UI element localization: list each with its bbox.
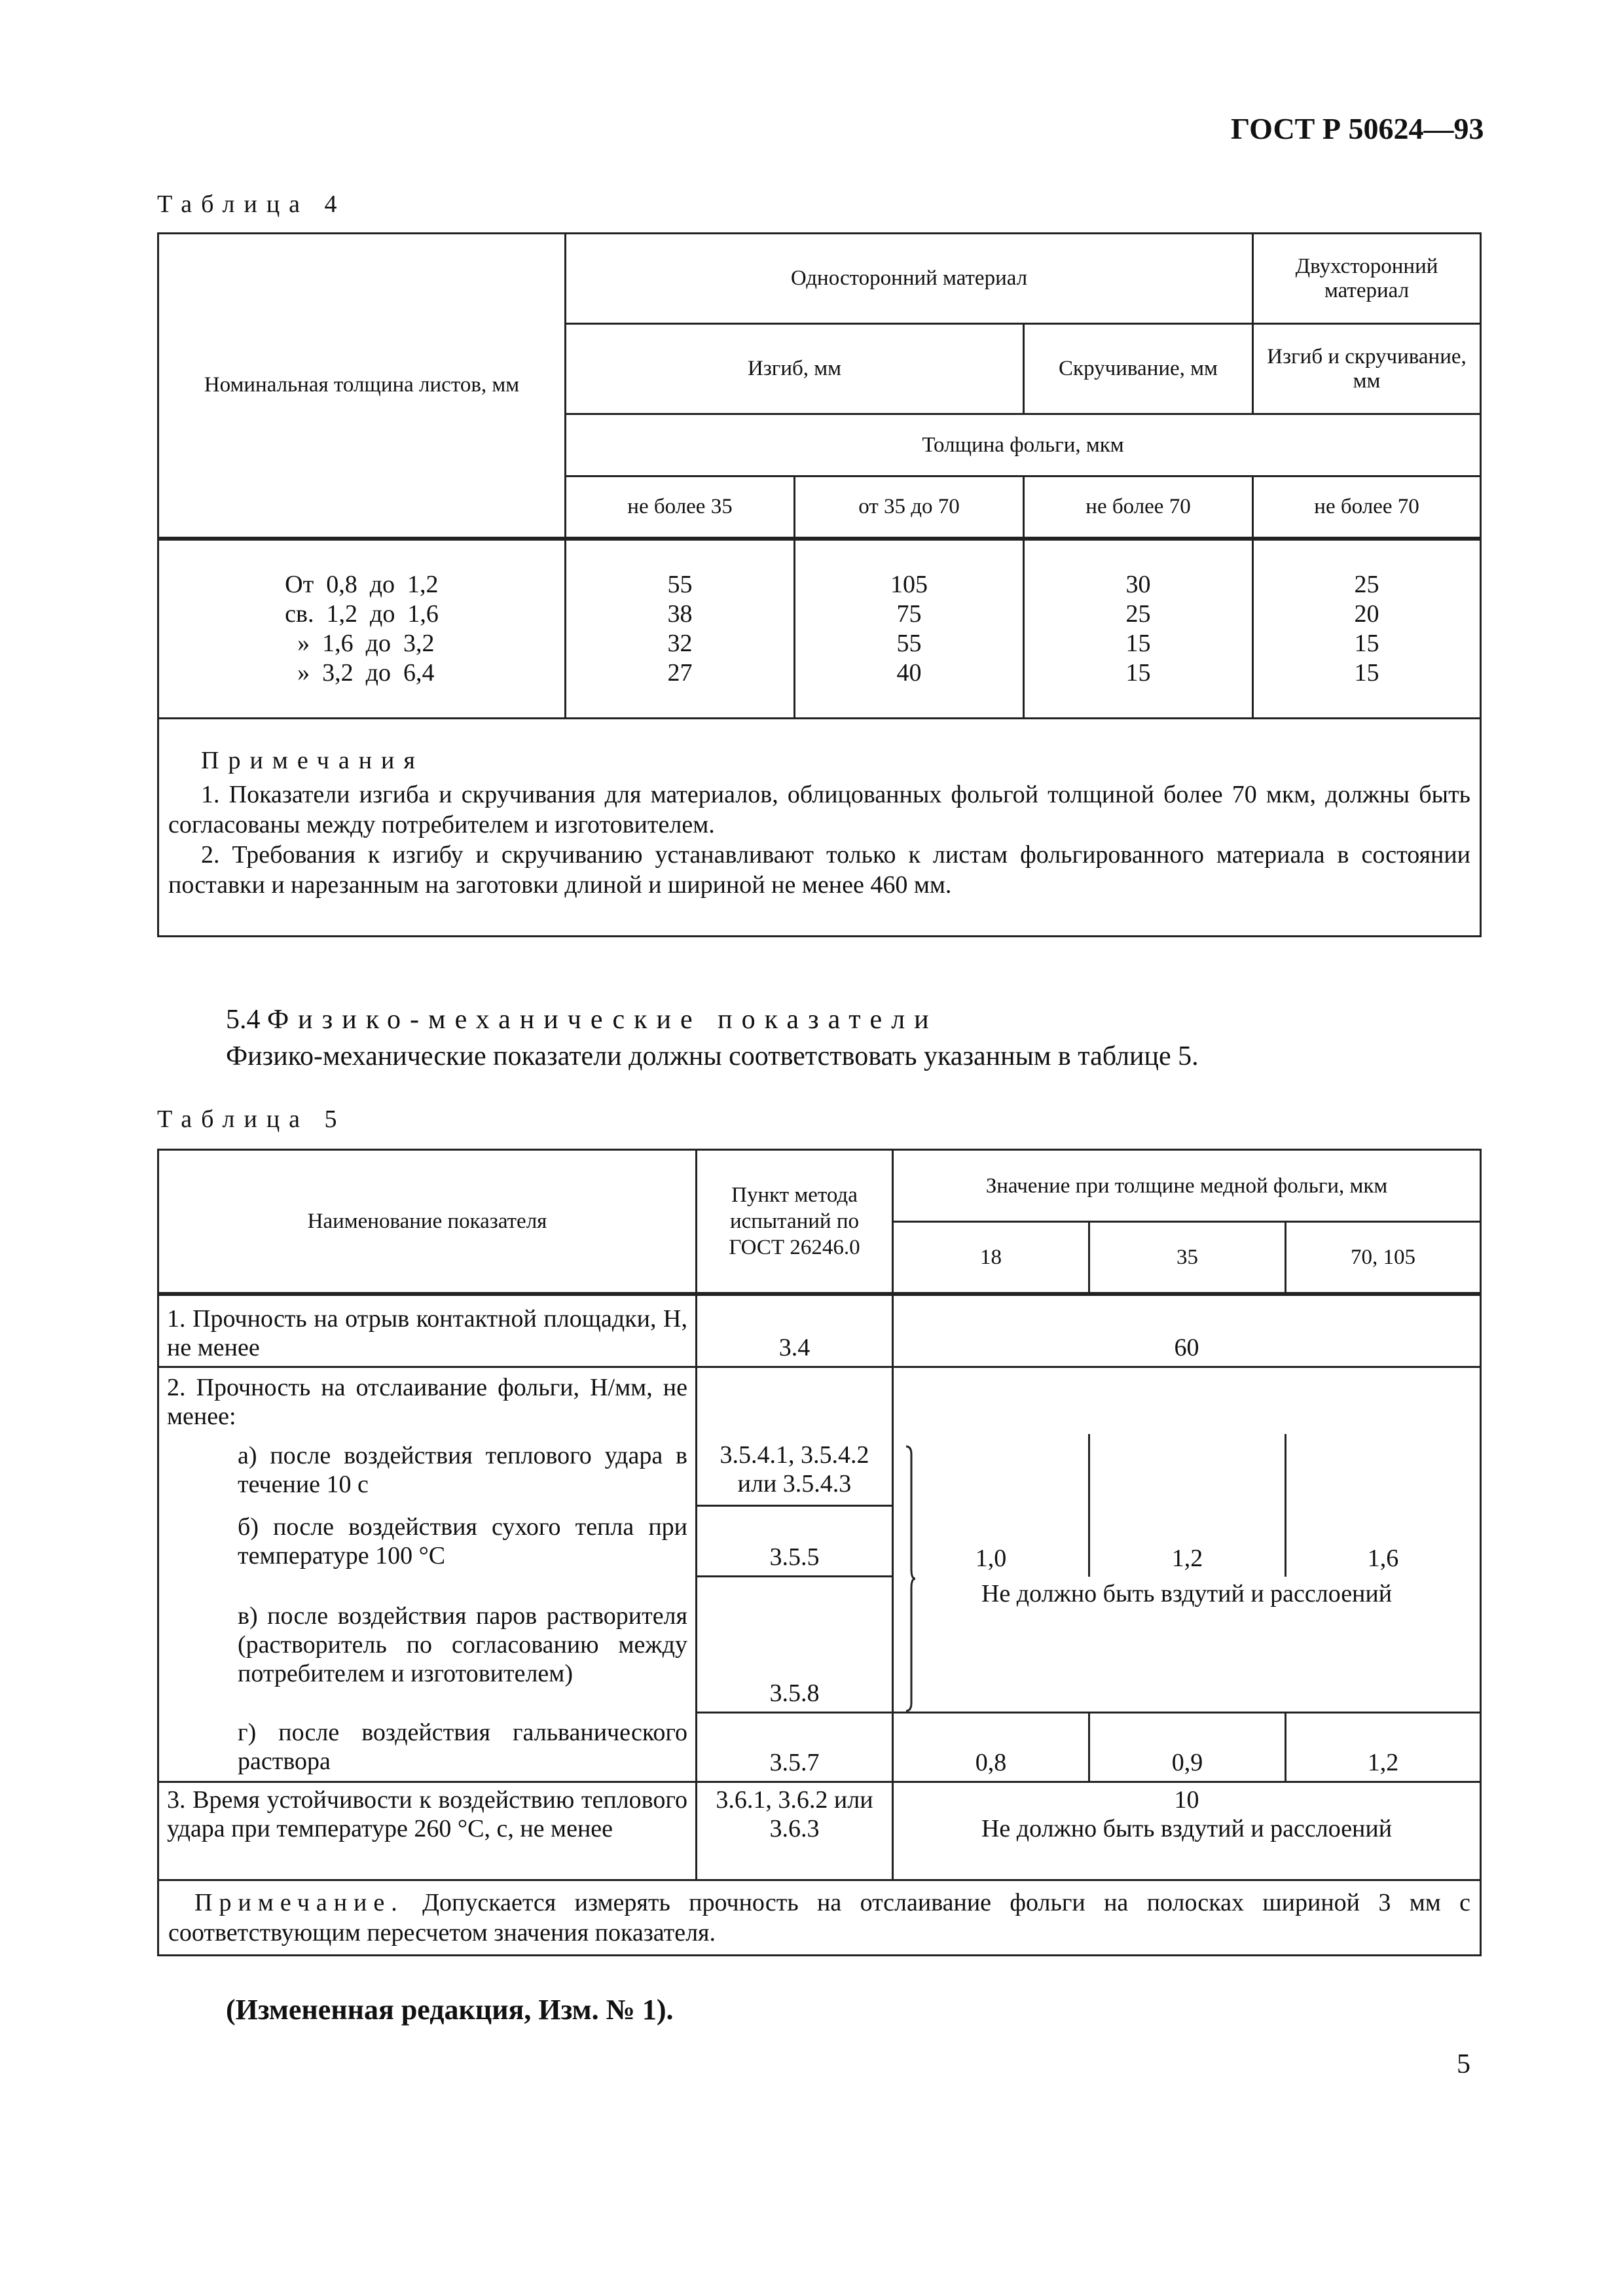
col-twist: Скручивание, мм bbox=[1024, 324, 1253, 414]
r2a-name: а) после воздействия теплового удара в течение 10 с bbox=[158, 1434, 697, 1506]
col-thickness: 70, 105 bbox=[1286, 1222, 1481, 1294]
r2a-empty bbox=[1286, 1434, 1481, 1506]
r3-method: 3.6.1, 3.6.2 или 3.6.3 bbox=[697, 1782, 893, 1880]
brace-mark bbox=[905, 1445, 917, 1712]
col-bend-twist: Изгиб и скручивание, мм bbox=[1253, 324, 1481, 414]
r2v-value: Не должно быть вздутий и расслоений bbox=[893, 1577, 1481, 1713]
page-number: 5 bbox=[1457, 2049, 1470, 2079]
note-1: 1. Показатели изгиба и скручивания для материалов, облицованных фольгой толщиной более 70 мкм, должны быть согласованы между потребителем и изготовителем. bbox=[168, 780, 1471, 838]
row-label: » 1,6 до 3,2 bbox=[285, 629, 435, 657]
row-label: св. 1,2 до 1,6 bbox=[285, 600, 439, 628]
r2b-value: 1,6 bbox=[1286, 1506, 1481, 1577]
notes-title: Примечания bbox=[201, 746, 424, 774]
r2a-empty bbox=[1089, 1434, 1286, 1506]
col-value: Значение при толщине медной фольги, мкм bbox=[893, 1150, 1481, 1222]
r2a-method: 3.5.4.1, 3.5.4.2 или 3.5.4.3 bbox=[697, 1434, 893, 1506]
col-method: Пункт метода испытаний по ГОСТ 26246.0 bbox=[697, 1150, 893, 1294]
r2b-value: 1,0 bbox=[893, 1506, 1089, 1577]
r1-name: 1. Прочность на отрыв контактной площадки, Н, не менее bbox=[158, 1294, 697, 1367]
r2g-value: 0,8 bbox=[893, 1713, 1089, 1782]
cell: 55 bbox=[667, 570, 693, 598]
cell: 40 bbox=[896, 658, 922, 687]
note-label: Примечание. bbox=[194, 1889, 404, 1916]
col-foil-thickness: Толщина фольги, мкм bbox=[566, 414, 1481, 476]
r1-method: 3.4 bbox=[697, 1294, 893, 1367]
table-5 bbox=[157, 1149, 1482, 1956]
section-number: 5.4 bbox=[226, 1005, 261, 1035]
table4-notes bbox=[158, 718, 1481, 936]
section-text: Физико-механические показатели должны соответствовать указанным в таблице 5. bbox=[226, 1041, 1199, 1071]
cell: 15 bbox=[1354, 658, 1379, 687]
row-label: От 0,8 до 1,2 bbox=[285, 570, 439, 598]
r2v-method: 3.5.8 bbox=[697, 1577, 893, 1713]
r2v-name: в) после воздействия паров растворителя (растворитель по согласованию между потребителем и изготовителем) bbox=[158, 1577, 697, 1713]
row-label: » 3,2 до 6,4 bbox=[285, 658, 435, 687]
col-thickness: 18 bbox=[893, 1222, 1089, 1294]
subcol: не более 35 bbox=[566, 476, 795, 539]
r2g-value: 1,2 bbox=[1286, 1713, 1481, 1782]
r2b-value: 1,2 bbox=[1089, 1506, 1286, 1577]
section-title: Физико-механические показатели bbox=[267, 1005, 938, 1035]
r1-value: 60 bbox=[893, 1294, 1481, 1367]
cell: 27 bbox=[667, 658, 693, 687]
r2b-method: 3.5.5 bbox=[697, 1506, 893, 1577]
r2g-method: 3.5.7 bbox=[697, 1713, 893, 1782]
revision-note: (Измененная редакция, Изм. № 1). bbox=[226, 1994, 674, 2026]
cell: 55 bbox=[896, 629, 922, 657]
note-text: Допускается измерять прочность на отслаивание фольги на полосках шириной 3 мм с соответствующим пересчетом значения показателя. bbox=[168, 1889, 1471, 1946]
cell: 75 bbox=[896, 600, 922, 628]
col-bend: Изгиб, мм bbox=[566, 324, 1024, 414]
table-4 bbox=[157, 232, 1482, 937]
col-two-sided: Двухсторонний материал bbox=[1253, 234, 1481, 324]
r2b-name: б) после воздействия сухого тепла при температуре 100 °С bbox=[158, 1506, 697, 1577]
col-name: Наименование показателя bbox=[158, 1150, 697, 1294]
r2g-value: 0,9 bbox=[1089, 1713, 1286, 1782]
subcol: от 35 до 70 bbox=[795, 476, 1024, 539]
cell: 38 bbox=[667, 600, 693, 628]
cell: 20 bbox=[1354, 600, 1379, 628]
r3-value-text: Не должно быть вздутий и расслоений bbox=[981, 1815, 1393, 1842]
cell: 25 bbox=[1354, 570, 1379, 598]
cell: 25 bbox=[1125, 600, 1151, 628]
note-2: 2. Требования к изгибу и скручиванию устанавливают только к листам фольгированного материала в состоянии поставки и нарезанным на заготовки длиной и шириной не менее 460 мм. bbox=[168, 840, 1471, 899]
r3-name: 3. Время устойчивости к воздействию теплового удара при температуре 260 °С, с, не менее bbox=[158, 1782, 697, 1880]
cell: 105 bbox=[890, 570, 928, 598]
cell: 15 bbox=[1125, 629, 1151, 657]
section-5-4 bbox=[226, 1001, 1199, 1075]
col-thickness: 35 bbox=[1089, 1222, 1286, 1294]
cell: 32 bbox=[667, 629, 693, 657]
r3-value-number: 10 bbox=[1174, 1786, 1199, 1814]
r2g-name: г) после воздействия гальванического раствора bbox=[158, 1713, 697, 1782]
col-one-sided: Односторонний материал bbox=[566, 234, 1253, 324]
subcol: не более 70 bbox=[1024, 476, 1253, 539]
document-code: ГОСТ Р 50624—93 bbox=[1231, 112, 1484, 145]
r2-value-empty bbox=[893, 1367, 1481, 1434]
r2a-empty bbox=[893, 1434, 1089, 1506]
r3-value bbox=[893, 1782, 1481, 1880]
r2-name: 2. Прочность на отслаивание фольги, Н/мм, не менее: bbox=[158, 1367, 697, 1434]
col-values bbox=[1253, 539, 1481, 719]
cell: 30 bbox=[1125, 570, 1151, 598]
cell: 15 bbox=[1354, 629, 1379, 657]
col-values bbox=[795, 539, 1024, 719]
col-values bbox=[1024, 539, 1253, 719]
r2-method-empty bbox=[697, 1367, 893, 1434]
table4-caption: Таблица 4 bbox=[157, 190, 346, 218]
row-labels bbox=[158, 539, 566, 719]
table5-note bbox=[158, 1880, 1481, 1956]
col-values bbox=[566, 539, 795, 719]
subcol: не более 70 bbox=[1253, 476, 1481, 539]
table5-caption: Таблица 5 bbox=[157, 1105, 346, 1133]
col-nominal-thickness: Номинальная толщина листов, мм bbox=[158, 234, 566, 539]
cell: 15 bbox=[1125, 658, 1151, 687]
